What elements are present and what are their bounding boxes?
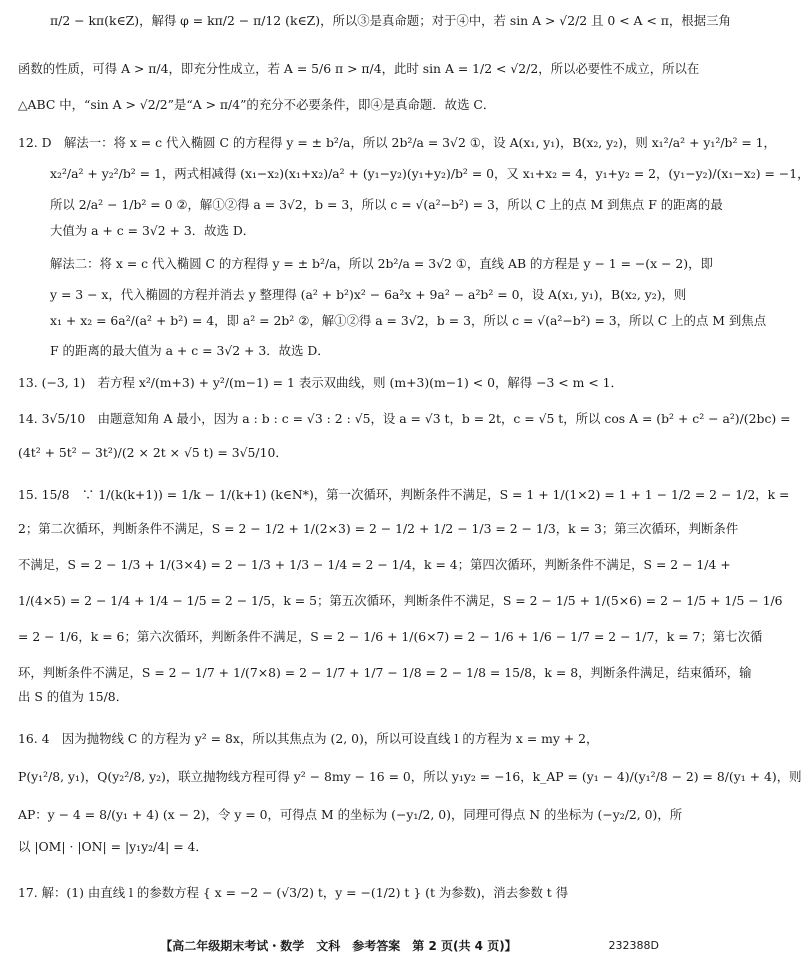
text-line: 16. 4 因为抛物线 C 的方程为 y² = 8x，所以其焦点为 (2, 0)，所以可设直线 l 的方程为 x = my + 2， xyxy=(18,731,599,746)
text-line: 环，判断条件不满足，S = 2 − 1/7 + 1/(7×8) = 2 − 1/7 + 1/7 − 1/8 = 2 − 1/8 = 15/8，k = 8，判断条件满足，结束循环，输 xyxy=(18,665,752,680)
text-line: AP：y − 4 = 8/(y₁ + 4) (x − 2)，令 y = 0，可得点 M 的坐标为 (−y₁/2, 0)，同理可得点 N 的坐标为 (−y₂/2, 0)，所 xyxy=(18,807,683,822)
text-line: = 2 − 1/6，k = 6；第六次循环，判断条件不满足，S = 2 − 1/6 + 1/(6×7) = 2 − 1/6 + 1/6 − 1/7 = 2 − 1/7，k = 7；第七次循 xyxy=(18,629,763,644)
text-line: 以 |OM| · |ON| = |y₁y₂/4| = 4． xyxy=(18,839,208,854)
text-line: π/2 − kπ(k∈Z)，解得 φ = kπ/2 − π/12 (k∈Z)，所以③是真命题；对于④中，若 sin A > √2/2 且 0 < A < π，根据三角 xyxy=(50,13,731,28)
text-line: 解法二：将 x = c 代入椭圆 C 的方程得 y = ± b²/a，所以 2b²/a = 3√2 ①，直线 AB 的方程是 y − 1 = −(x − 2)，即 xyxy=(50,256,713,271)
text-line: 14. 3√5/10 由题意知角 A 最小，因为 a : b : c = √3 : 2 : √5，设 a = √3 t，b = 2t，c = √5 t，所以 cos A = (b² + c² − a²)/(2bc) = xyxy=(18,411,791,426)
text-line: 所以 2/a² − 1/b² = 0 ②，解①②得 a = 3√2，b = 3，所以 c = √(a²−b²) = 3，所以 C 上的点 M 到焦点 F 的距离的最 xyxy=(50,197,723,212)
text-line: 12. D 解法一：将 x = c 代入椭圆 C 的方程得 y = ± b²/a，所以 2b²/a = 3√2 ①，设 A(x₁, y₁)，B(x₂, y₂)，则 x₁²/a² + y₁²/b² = 1， xyxy=(18,135,776,150)
text-line: 13. (−3, 1) 若方程 x²/(m+3) + y²/(m−1) = 1 表示双曲线，则 (m+3)(m−1) < 0，解得 −3 < m < 1． xyxy=(18,375,623,390)
text-line: x₂²/a² + y₂²/b² = 1，两式相减得 (x₁−x₂)(x₁+x₂)/a² + (y₁−y₂)(y₁+y₂)/b² = 0，又 x₁+x₂ = 4，y₁+y₂ = 2，(y₁−y₂)/(x₁−x₂) = −1， xyxy=(50,166,809,181)
text-line: y = 3 − x，代入椭圆的方程并消去 y 整理得 (a² + b²)x² − 6a²x + 9a² − a²b² = 0，设 A(x₁, y₁)，B(x₂, y₂)，则 xyxy=(50,287,687,302)
text-line: (4t² + 5t² − 3t²)/(2 × 2t × √5 t) = 3√5/10． xyxy=(18,445,288,460)
text-line: 不满足，S = 2 − 1/3 + 1/(3×4) = 2 − 1/3 + 1/3 − 1/4 = 2 − 1/4，k = 4；第四次循环，判断条件不满足，S = 2 − 1/4 + xyxy=(18,557,731,572)
text-line: x₁ + x₂ = 6a²/(a² + b²) = 4，即 a² = 2b² ②，解①②得 a = 3√2，b = 3，所以 c = √(a²−b²) = 3，所以 C 上的点 M 到焦点 xyxy=(50,313,767,328)
footer-code: 232388D xyxy=(608,939,659,952)
text-line: 15. 15/8 ∵ 1/(k(k+1)) = 1/k − 1/(k+1) (k∈N*)，第一次循环，判断条件不满足，S = 1 + 1/(1×2) = 1 + 1 − 1/2 = 2 − 1/2，k = xyxy=(18,487,790,502)
text-line: 函数的性质，可得 A > π/4，即充分性成立，若 A = 5/6 π > π/4，此时 sin A = 1/2 < √2/2，所以必要性不成立，所以在 xyxy=(18,61,700,76)
text-line: 17. 解：(1) 由直线 l 的参数方程 { x = −2 − (√3/2) t，y = −(1/2) t } (t 为参数)，消去参数 t 得 xyxy=(18,885,569,900)
page-footer xyxy=(0,936,677,956)
footer-title: 【高二年级期末考试・数学 文科 参考答案 第 2 页(共 4 页)】 xyxy=(160,939,517,953)
text-line: 大值为 a + c = 3√2 + 3．故选 D． xyxy=(50,223,256,238)
text-line: 2；第二次循环，判断条件不满足，S = 2 − 1/2 + 1/(2×3) = 2 − 1/2 + 1/2 − 1/3 = 2 − 1/3，k = 3；第三次循环，判断条件 xyxy=(18,521,739,536)
text-line: 出 S 的值为 15/8． xyxy=(18,689,129,704)
text-line: △ABC 中，“sin A > √2/2”是“A > π/4”的充分不必要条件，即④是真命题．故选 C． xyxy=(18,97,496,112)
text-line: F 的距离的最大值为 a + c = 3√2 + 3．故选 D． xyxy=(50,343,330,358)
text-line: 1/(4×5) = 2 − 1/4 + 1/4 − 1/5 = 2 − 1/5，k = 5；第五次循环，判断条件不满足，S = 2 − 1/5 + 1/(5×6) = 2 − 1/5 + 1/5 − 1/6 xyxy=(18,593,783,608)
text-line: P(y₁²/8, y₁)，Q(y₂²/8, y₂)，联立抛物线方程可得 y² − 8my − 16 = 0，所以 y₁y₂ = −16，k_AP = (y₁ − 4)/(y₁²/8 − 2) = 8/(y₁ + 4)，则 xyxy=(18,769,802,784)
